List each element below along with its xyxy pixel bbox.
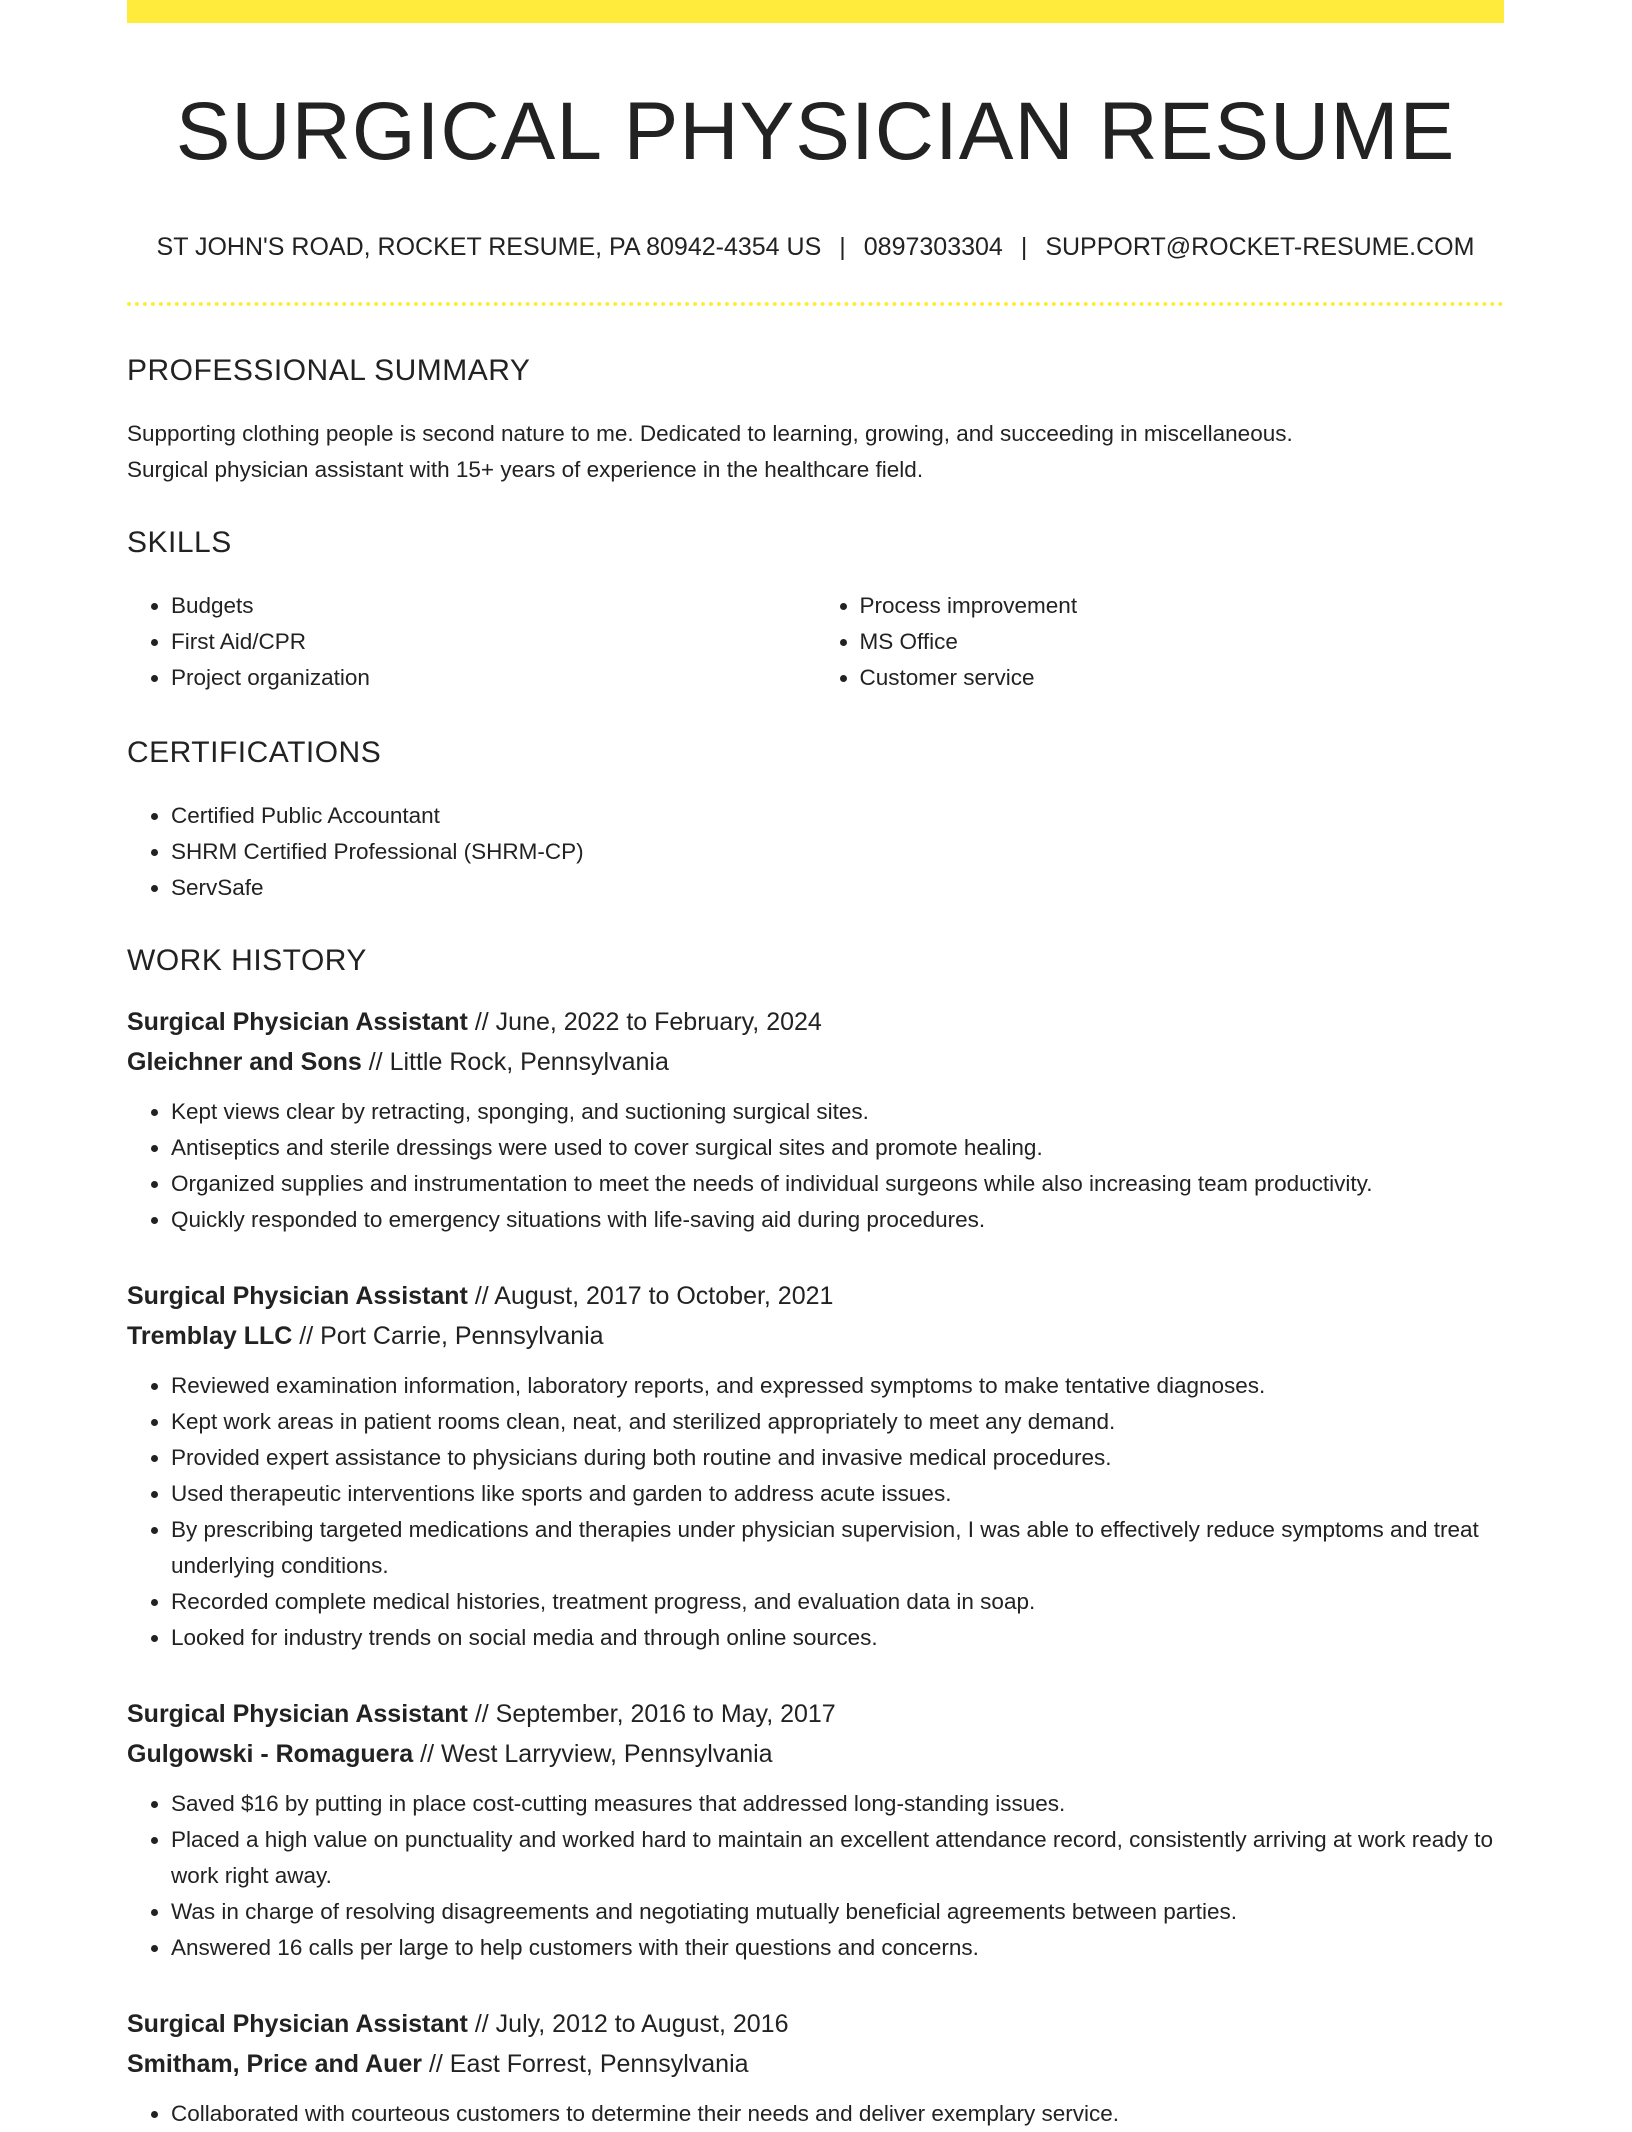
- contact-address: ST JOHN'S ROAD, ROCKET RESUME, PA 80942-4354 US: [156, 233, 822, 262]
- job-bullet: • Reviewed examination information, laboratory reports, and expressed symptoms to make tentative diagnoses.: [171, 1368, 1504, 1404]
- job-bullet: • Looked for industry trends on social media and through online sources.: [171, 1620, 1504, 1656]
- job-bullet: • Antiseptics and sterile dressings were used to cover surgical sites and promote healing.: [171, 1130, 1504, 1166]
- skill-item: • MS Office: [860, 624, 1505, 660]
- certifications-list: [127, 798, 1504, 906]
- job-entry: [127, 1276, 1504, 1656]
- job-location: // Little Rock, Pennsylvania: [368, 1048, 669, 1077]
- contact-email[interactable]: SUPPORT@ROCKET-RESUME.COM: [1045, 233, 1475, 262]
- job-bullets: [127, 1094, 1504, 1238]
- job-company-line: [127, 1042, 1504, 1082]
- job-company-line: [127, 2044, 1504, 2084]
- job-bullet: • Was in charge of resolving disagreements and negotiating mutually beneficial agreements between parties.: [171, 1894, 1504, 1930]
- top-accent-bar: [127, 0, 1504, 23]
- section-title-summary: PROFESSIONAL SUMMARY: [127, 354, 531, 388]
- job-bullet: • Saved $16 by putting in place cost-cutting measures that addressed long-standing issues.: [171, 1786, 1504, 1822]
- summary-line: Supporting clothing people is second nature to me. Dedicated to learning, growing, and succeeding in miscellaneous.: [127, 421, 1293, 447]
- job-bullet: • By prescribing targeted medications and therapies under physician supervision, I was able to effectively reduce symptoms and treat underlying conditions.: [171, 1512, 1504, 1584]
- job-bullet: • Kept views clear by retracting, sponging, and suctioning surgical sites.: [171, 1094, 1504, 1130]
- job-role: Surgical Physician Assistant: [127, 1700, 468, 1729]
- job-role-line: [127, 1002, 1504, 1042]
- job-entry: [127, 1002, 1504, 1238]
- contact-phone[interactable]: 0897303304: [863, 233, 1003, 262]
- job-dates: // August, 2017 to October, 2021: [474, 1282, 834, 1311]
- job-bullet: • Provided expert assistance to physicians during both routine and invasive medical procedures.: [171, 1440, 1504, 1476]
- certification-item: • Certified Public Accountant: [171, 798, 1504, 834]
- job-company-line: [127, 1734, 1504, 1774]
- job-role: Surgical Physician Assistant: [127, 1282, 468, 1311]
- section-title-work-history: WORK HISTORY: [127, 944, 367, 978]
- section-title-skills: SKILLS: [127, 526, 232, 560]
- job-role-line: [127, 2004, 1504, 2044]
- job-company-line: [127, 1316, 1504, 1356]
- job-bullet: • Answered 16 calls per large to help customers with their questions and concerns.: [171, 1930, 1504, 1966]
- job-bullet: • Kept work areas in patient rooms clean, neat, and sterilized appropriately to meet any demand.: [171, 1404, 1504, 1440]
- job-bullet: • Placed a high value on punctuality and worked hard to maintain an excellent attendance record, consistently arriving at work ready to work right away.: [171, 1822, 1504, 1894]
- job-bullets: [127, 1786, 1504, 1966]
- dotted-divider: [127, 302, 1504, 306]
- skills-list-right: [816, 588, 1505, 696]
- contact-line: [127, 233, 1504, 262]
- job-bullet: • Organized supplies and instrumentation to meet the needs of individual surgeons while also increasing team productivity.: [171, 1166, 1504, 1202]
- job-bullets: [127, 2096, 1504, 2132]
- job-bullets: [127, 1368, 1504, 1656]
- job-dates: // June, 2022 to February, 2024: [474, 1008, 822, 1037]
- job-entry: [127, 2004, 1504, 2132]
- contact-separator: |: [839, 233, 846, 262]
- job-dates: // September, 2016 to May, 2017: [474, 1700, 836, 1729]
- job-bullet: • Recorded complete medical histories, treatment progress, and evaluation data in soap.: [171, 1584, 1504, 1620]
- job-company: Smitham, Price and Auer: [127, 2050, 422, 2079]
- job-company: Gleichner and Sons: [127, 1048, 362, 1077]
- job-location: // West Larryview, Pennsylvania: [420, 1740, 773, 1769]
- certification-item: • SHRM Certified Professional (SHRM-CP): [171, 834, 1504, 870]
- skill-item: • Customer service: [860, 660, 1505, 696]
- job-dates: // July, 2012 to August, 2016: [474, 2010, 789, 2039]
- skill-item: • Budgets: [171, 588, 816, 624]
- job-role: Surgical Physician Assistant: [127, 2010, 468, 2039]
- job-bullet: • Quickly responded to emergency situations with life-saving aid during procedures.: [171, 1202, 1504, 1238]
- summary-line: Surgical physician assistant with 15+ years of experience in the healthcare field.: [127, 457, 924, 483]
- job-role: Surgical Physician Assistant: [127, 1008, 468, 1037]
- job-bullet: • Used therapeutic interventions like sports and garden to address acute issues.: [171, 1476, 1504, 1512]
- job-location: // Port Carrie, Pennsylvania: [299, 1322, 604, 1351]
- section-title-certifications: CERTIFICATIONS: [127, 736, 382, 770]
- summary-text: [127, 416, 1504, 488]
- certification-item: • ServSafe: [171, 870, 1504, 906]
- job-entry: [127, 1694, 1504, 1966]
- resume-page: [127, 0, 1504, 2132]
- skill-item: • Project organization: [171, 660, 816, 696]
- job-location: // East Forrest, Pennsylvania: [428, 2050, 749, 2079]
- skills-list-left: [127, 588, 816, 696]
- skill-item: • Process improvement: [860, 588, 1505, 624]
- resume-title: SURGICAL PHYSICIAN RESUME: [175, 86, 1456, 177]
- contact-separator: |: [1020, 233, 1028, 262]
- skills-columns: [127, 588, 1504, 696]
- job-role-line: [127, 1694, 1504, 1734]
- skill-item: • First Aid/CPR: [171, 624, 816, 660]
- job-bullet: • Collaborated with courteous customers to determine their needs and deliver exemplary service.: [171, 2096, 1504, 2132]
- job-company: Gulgowski - Romaguera: [127, 1740, 414, 1769]
- job-company: Tremblay LLC: [127, 1322, 293, 1351]
- job-role-line: [127, 1276, 1504, 1316]
